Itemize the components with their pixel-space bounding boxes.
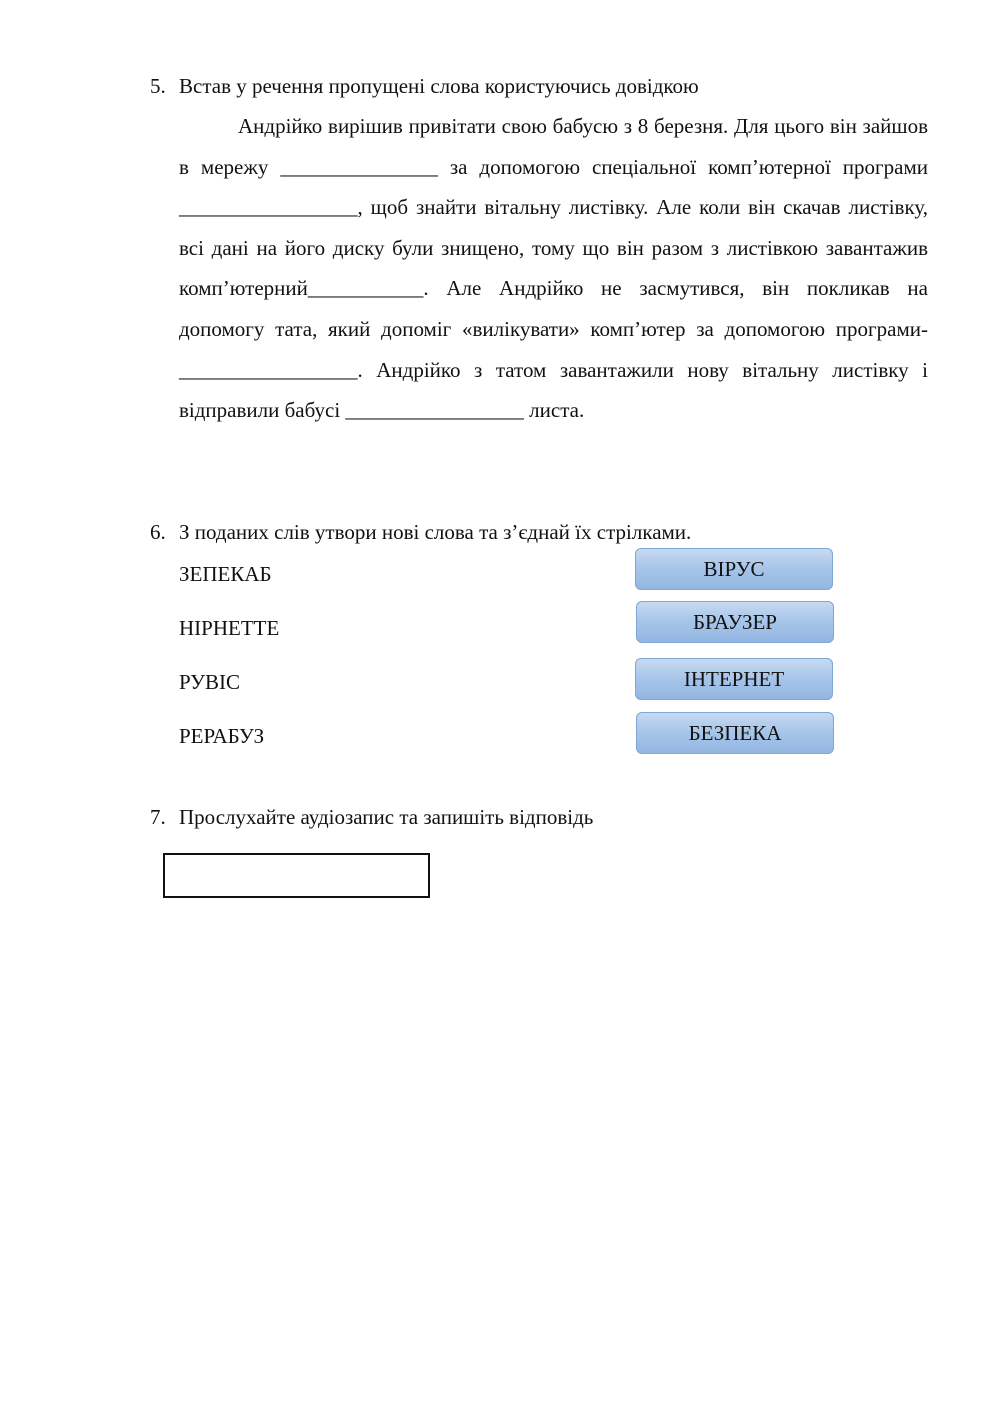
task-6-title: З поданих слів утвори нові слова та з’єднай їх стрілками.	[179, 520, 692, 544]
task-7-title: Прослухайте аудіозапис та запишіть відповідь	[179, 805, 594, 829]
task-5-paragraph	[179, 106, 928, 431]
answer-button-virus[interactable]: ВІРУС	[635, 548, 833, 590]
answer-button-browser[interactable]: БРАУЗЕР	[636, 601, 834, 643]
task-5-paragraph-text: Андрійко вирішив привітати свою бабусю з 8 березня. Для цього він зайшов в мережу _______________ за допомогою спеціальної комп’ютерної програми _________________, щоб знайти вітальну листівку. Але коли він скачав листівку, всі дані на його диску були знищено, тому що він разом з листівкою завантажив комп’ютерний___________. Але Андрійко не засмутився, він покликав на допомогу тата, який допоміг «вилікувати» комп’ютер за допомогою програми-_________________. Андрійко з татом завантажили нову вітальну листівку і відправили бабусі _________________ листа.	[179, 114, 928, 423]
task-6-number: 6.	[150, 520, 166, 544]
task-7	[150, 803, 928, 831]
answer-button-security[interactable]: БЕЗПЕКА	[636, 712, 834, 754]
task-5-heading	[150, 72, 928, 100]
task-6	[150, 518, 928, 546]
task-7-heading	[150, 803, 928, 831]
task-6-heading	[150, 518, 928, 546]
scrambled-word: РЕРАБУЗ	[179, 724, 265, 748]
task-7-number: 7.	[150, 805, 166, 829]
task-5-title: Встав у речення пропущені слова користуючись довідкою	[179, 74, 699, 98]
audio-answer-input[interactable]	[163, 853, 430, 898]
answer-button-internet[interactable]: ІНТЕРНЕТ	[635, 658, 833, 700]
scrambled-word: РУВІС	[179, 670, 241, 694]
task-5	[150, 72, 928, 431]
scrambled-word: НІРНЕТТЕ	[179, 616, 280, 640]
scrambled-word: ЗЕПЕКАБ	[179, 562, 272, 586]
task-5-number: 5.	[150, 74, 166, 98]
